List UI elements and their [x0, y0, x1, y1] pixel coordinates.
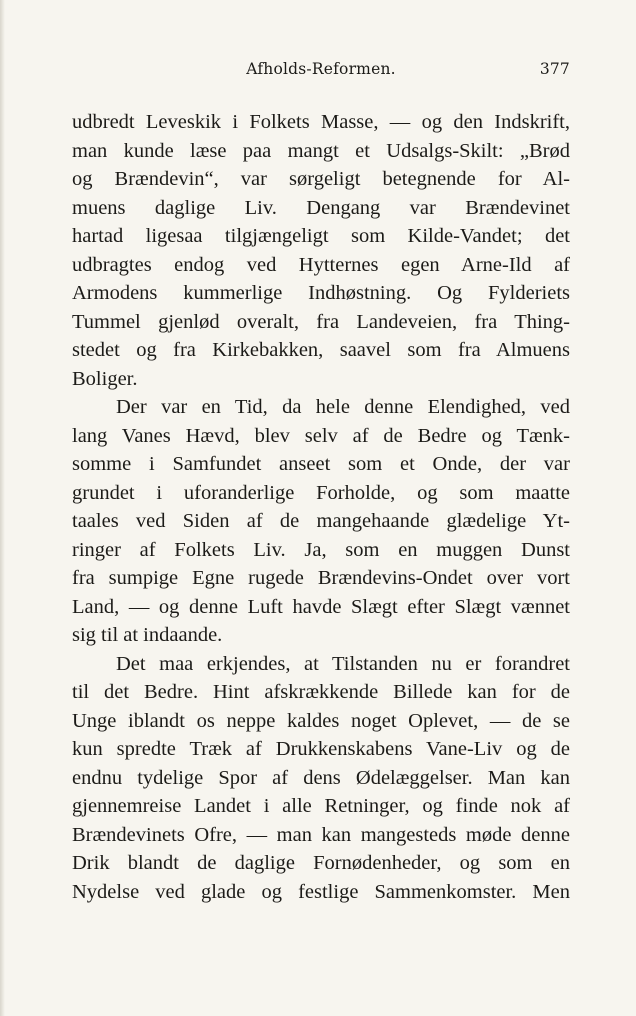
text-line-8: Tummel gjenlød overalt, fra Landeveien, fra Thing- — [72, 310, 570, 333]
paragraph-3-first-line — [72, 650, 570, 679]
text-line-14: grundet i uforanderlige Forholde, og som maatte — [72, 481, 570, 504]
text-line-1: udbredt Leveskik i Folkets Masse, — og den Indskrift, — [72, 111, 570, 133]
text-line-26: Brændevinets Ofre, — man kan mangesteds møde denne — [72, 823, 570, 846]
text-line-16: ringer af Folkets Liv. Ja, som en muggen Dunst — [72, 538, 570, 561]
text-line-21: til det Bedre. Hint afskrækkende Billede kan for de — [72, 681, 570, 703]
text-line-27: Drik blandt de daglige Fornødenheder, og som en — [72, 852, 570, 874]
text-line-28: Nydelse ved glade og festlige Sammenkomster. Men — [72, 880, 570, 903]
text-line-6: udbragtes endog ved Hytternes egen Arne-Ild af — [72, 253, 570, 276]
text-line-20: Det maa erkjendes, at Tilstanden nu er forandret — [116, 652, 570, 675]
text-line-9: stedet og fra Kirkebakken, saavel som fra Almuens — [72, 339, 570, 361]
body-text — [72, 108, 570, 906]
text-line-7: Armodens kummerlige Indhøstning. Og Fylderiets — [72, 282, 570, 304]
text-line-4: muens daglige Liv. Dengang var Brændevinet — [72, 196, 570, 219]
text-line-5: hartad ligesaa tilgjængeligt som Kilde-Vandet; det — [72, 225, 570, 247]
text-line-19: sig til at indaande. — [72, 624, 223, 646]
text-line-3: og Brændevin“, var sørgeligt betegnende for Al- — [72, 168, 570, 190]
text-line-2: man kunde læse paa mangt et Udsalgs-Skilt: „Brød — [72, 139, 570, 162]
text-line-12: lang Vanes Hævd, blev selv af de Bedre og Tænk- — [72, 424, 570, 447]
text-line-11: Der var en Tid, da hele denne Elendighed, ved — [116, 396, 570, 418]
text-line-24: endnu tydelige Spor af dens Ødelæggelser. Man kan — [72, 766, 570, 789]
text-line-13: somme i Samfundet anseet som et Onde, der var — [72, 453, 570, 475]
text-line-18: Land, — og denne Luft havde Slægt efter Slægt vænnet — [72, 595, 570, 618]
page-number: 377 — [539, 60, 570, 78]
text-line-15: taales ved Siden af de mangehaande glædelige Yt- — [72, 510, 570, 532]
text-line-25: gjennemreise Landet i alle Retninger, og finde nok af — [72, 795, 570, 817]
page-edge-shadow — [0, 0, 5, 1016]
text-line-10: Boliger. — [72, 367, 138, 390]
running-header — [72, 60, 570, 84]
text-line-17: fra sumpige Egne rugede Brændevins-Ondet over vort — [72, 567, 570, 589]
text-line-22: Unge iblandt os neppe kaldes noget Oplevet, — de se — [72, 709, 570, 732]
text-line-23: kun spredte Træk af Drukkenskabens Vane-Liv og de — [72, 738, 570, 760]
running-title: Afholds-Reformen. — [246, 60, 396, 78]
paragraph-2-first-line — [72, 393, 570, 422]
